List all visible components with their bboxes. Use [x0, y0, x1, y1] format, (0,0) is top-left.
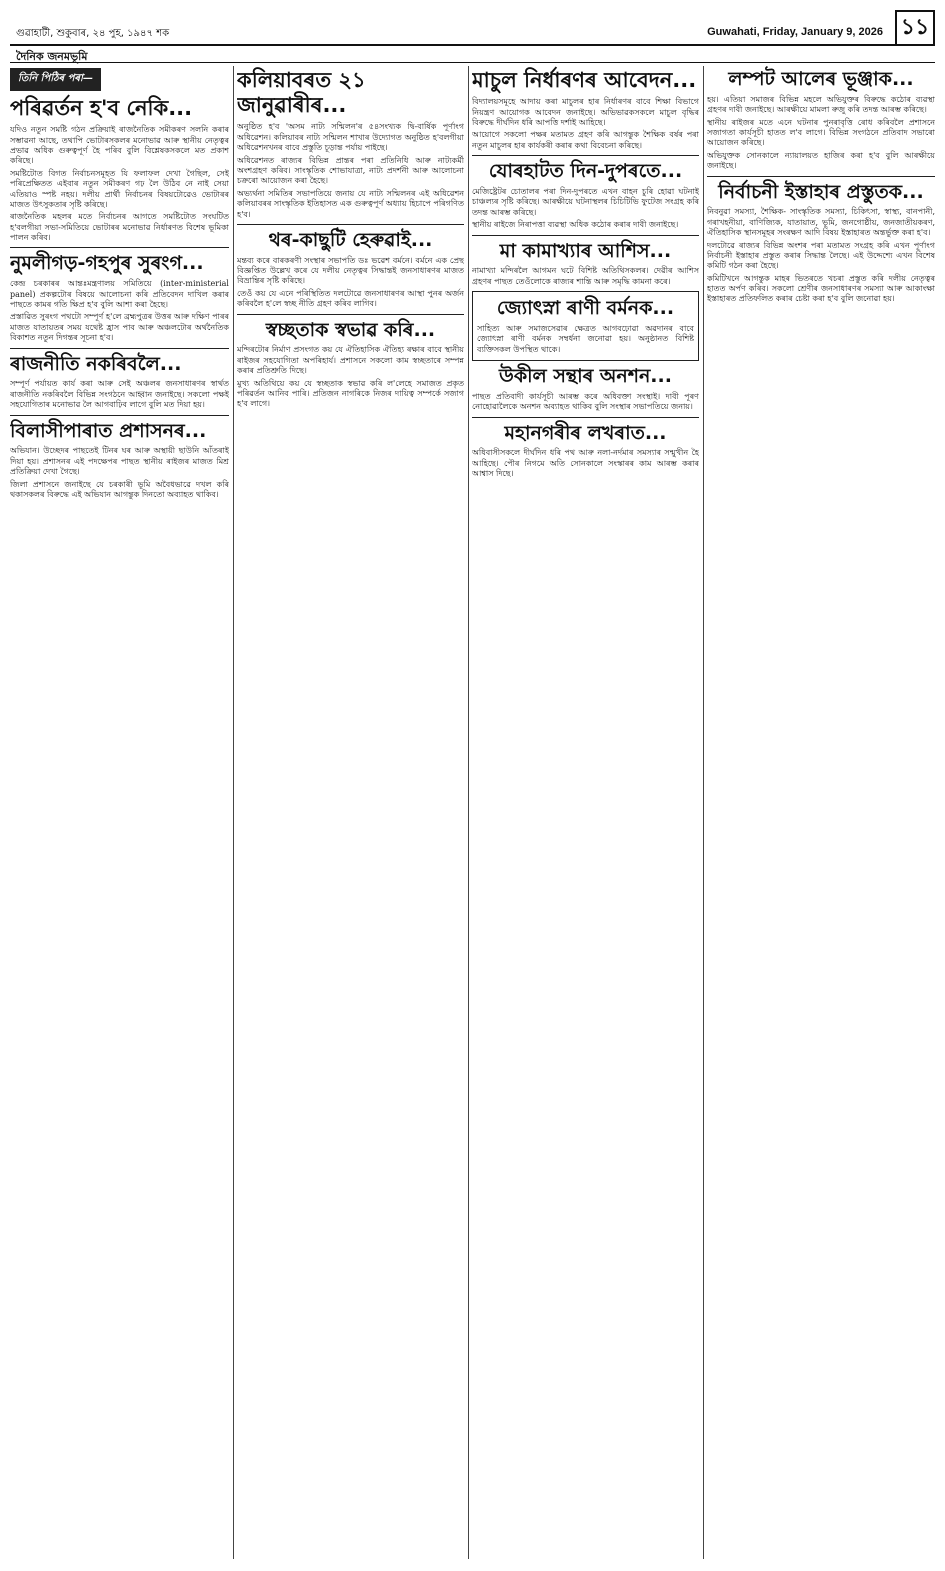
article-body — [477, 324, 694, 355]
article-headline: উকীল সন্থাৰ অনশন... — [499, 365, 672, 388]
article-headline: মহানগৰীৰ লখৰাত... — [504, 421, 667, 444]
article-headline: যোৰহাটত দিন-দুপৰতে... — [488, 160, 683, 183]
article-body — [10, 379, 229, 410]
article-body — [10, 279, 229, 343]
article-paragraph: মন্তব্য কৰে বাৰকৰণী সংস্থাৰ সভাপতি ডঃ ভৱেশ বৰ্মনে। বৰ্মনে এক প্ৰেছ বিজ্ঞপ্তিত উল্লেখ কৰে যে দলীয় নেতৃত্বৰ সিদ্ধান্তই জনসাধাৰণৰ মাজত বিভ্ৰান্তিৰ সৃষ্টি কৰিছে। — [237, 255, 464, 286]
article-headline: থৰ-কাছুটি হেৰুৱাই... — [268, 228, 433, 251]
article-paragraph: হয়। এতিয়া সমাজৰ বিভিন্ন মহলে অভিযুক্তৰ বিৰুদ্ধে কঠোৰ ব্যৱস্থা গ্ৰহণৰ দাবী জনাইছে। আৰক্ষীয়ে মামলা ৰুজু কৰি তদন্ত আৰম্ভ কৰিছে। — [707, 94, 935, 115]
article-body — [707, 207, 935, 305]
article-paragraph: স্থানীয় ৰাইজৰ মতে এনে ঘটনাৰ পুনৰাবৃত্তি ৰোধ কৰিবলৈ প্ৰশাসনে সজাগতা কাৰ্যসূচী হাতত ল'ব লাগে। বিভিন্ন সংগঠনে প্ৰতিবাদ সভাৰো আয়োজন কৰিছে। — [707, 117, 935, 148]
boxed-article — [472, 291, 699, 361]
paper-name: দৈনিক জনমভূমি — [16, 50, 88, 63]
column-1 — [10, 66, 229, 1559]
article-paragraph: অভিযুক্তক সোনকালে ন্যায়ালয়ত হাজিৰ কৰা হ'ব বুলি আৰক্ষীয়ে জনাইছে। — [707, 150, 935, 171]
article-headline: ৰাজনীতি নকৰিবলৈ... — [10, 352, 182, 375]
article-divider — [10, 348, 229, 349]
article-divider — [10, 247, 229, 248]
article-paragraph: বিদ্যালয়সমূহে আদায় কৰা মাচুলৰ হাৰ নিৰ্ধাৰণৰ বাবে শিক্ষা বিভাগে নিয়ন্ত্ৰণ আয়োগক আবেদন জনাইছে। অভিভাৱকসকলে মাচুল বৃদ্ধিৰ বিৰুদ্ধে দীৰ্ঘদিন ধৰি আপত্তি দৰ্শাই আহিছে। — [472, 97, 699, 127]
column-divider — [703, 66, 704, 1559]
article-paragraph: আয়োগে সকলো পক্ষৰ মতামত গ্ৰহণ কৰি আগন্তুক শৈক্ষিক বৰ্ষৰ পৰা নতুন মাচুলৰ হাৰ কাৰ্যকৰী কৰাৰ কথা বিবেচনা কৰিছে। — [472, 130, 699, 150]
article-divider — [237, 224, 464, 225]
dateline-english: Guwahati, Friday, January 9, 2026 — [707, 26, 883, 38]
article-paragraph: জিলা প্ৰশাসনে জনাইছে যে চৰকাৰী ভূমি অবৈধভাৱে দখল কৰি থকাসকলৰ বিৰুদ্ধে এই অভিযান আগন্তুক দিনতো অব্যাহত থাকিব। — [10, 479, 229, 499]
article-paragraph: সম্পূৰ্ণ পৰ্যায়ত কাৰ্য কৰা আৰু সেই অঞ্চলৰ জনসাধাৰণৰ স্বাৰ্থত ৰাজনীতি নকৰিবলৈ বিভিন্ন সংগঠনে আহ্বান জনাইছে। সকলো পক্ষই সহযোগিতাৰ মনোভাৱ লৈ আগবাঢ়িব লাগে বুলি মত দিয়া হয়। — [10, 379, 229, 410]
article-paragraph: অভ্যৰ্থনা সমিতিৰ সভাপতিয়ে জনায় যে নাট্য সন্মিলনৰ এই অধিৱেশন কলিয়াবৰৰ সাংস্কৃতিক ইতিহাসত এক গুৰুত্বপূৰ্ণ অধ্যায় হিচাপে পৰিগণিত হ'ব। — [237, 188, 464, 219]
article-divider — [10, 415, 229, 416]
article-paragraph: প্ৰস্তাৱিত সুৰংগ পথটো সম্পূৰ্ণ হ'লে ব্ৰহ্মপুত্ৰৰ উত্তৰ আৰু দক্ষিণ পাৰৰ মাজত যাতায়তৰ সময় যথেষ্ট হ্ৰাস পাব আৰু অঞ্চলটোৰ অৰ্থনৈতিক বিকাশত নতুন দিগন্তৰ সূচনা হ'ব। — [10, 312, 229, 343]
article-body — [10, 446, 229, 500]
article-divider — [472, 235, 699, 236]
article-paragraph: পাছত প্ৰতিবাদী কাৰ্যসূচী আৰম্ভ কৰে অধিবক্তা সংস্থাই। দাবী পূৰণ নোহোৱালৈকে অনশন অব্যাহত থাকিব বুলি সংস্থাৰ সভাপতিয়ে জনায়। — [472, 391, 699, 412]
article-paragraph: তেওঁ কয় যে এনে পৰিস্থিতিত দলটোৱে জনসাধাৰণৰ আস্থা পুনৰ অৰ্জন কৰিবলৈ হ'লে স্বচ্ছ নীতি গ্ৰহণ কৰিব লাগিব। — [237, 288, 464, 309]
article-body — [472, 448, 699, 479]
article-paragraph: ৰাজনৈতিক মহলৰ মতে নিৰ্বাচনৰ আগতে সমষ্টিটোত সংঘটিত হ'বলগীয়া সভা-সমিতিয়ে ভোটাৰৰ মনোভাৱ নিৰ্ধাৰণত বিশেষ ভূমিকা পালন কৰিব। — [10, 212, 229, 243]
article-body — [472, 392, 699, 413]
article-divider — [707, 176, 935, 177]
article-paragraph: সাহিত্য আৰু সমাজসেৱাৰ ক্ষেত্ৰত আগবঢ়োৱা অৱদানৰ বাবে জ্যোৎস্না ৰাণী বৰ্মনক সম্বৰ্ধনা জনোৱা হয়। অনুষ্ঠানত বিশিষ্ট ব্যক্তিসকল উপস্থিত থাকে। — [477, 323, 694, 354]
article-headline: জ্যোৎস্না ৰাণী বৰ্মনক... — [496, 297, 675, 320]
article-paragraph: অনুষ্ঠিত হ'ব 'অসম নাট্য সন্মিলন'ৰ ৫৪সংখ্যক দ্বি-বাৰ্ষিক পূৰ্ণাংগ অধিৱেশন। কলিয়াবৰ নাট্য সন্মিলন শাখাৰ উদ্যোগত অনুষ্ঠিত হ'বলগীয়া অধিৱেশনখনৰ বাবে প্ৰস্তুতি চূড়ান্ত পৰ্যায় পাইছে। — [237, 122, 464, 153]
article-headline: নুমলীগড়-গহপুৰ সুৰংগ... — [10, 252, 204, 275]
article-divider — [472, 417, 699, 418]
article-headline: লম্পট আলেৰ ভূঞ্জাক... — [728, 68, 914, 90]
article-body — [707, 95, 935, 172]
column-divider — [468, 66, 469, 1559]
article-body — [472, 187, 699, 231]
article-paragraph: স্থানীয় ৰাইজে নিৰাপত্তা ব্যৱস্থা অধিক কঠোৰ কৰাৰ দাবী জনাইছে। — [472, 220, 679, 230]
article-body — [472, 97, 699, 151]
article-body — [237, 345, 464, 409]
page-header — [10, 10, 935, 46]
article-paragraph: দলটোৱে ৰাজ্যৰ বিভিন্ন অংশৰ পৰা মতামত সংগ্ৰহ কৰি এখন পূৰ্ণাংগ নিৰ্বাচনী ইস্তাহাৰ প্ৰস্তুত কৰাৰ সিদ্ধান্ত লৈছে। এই উদ্দেশ্যে এখন বিশেষ কমিটি গঠন কৰা হৈছে। — [707, 240, 935, 271]
continued-from-page-3: তিনি পিঠিৰ পৰা— — [10, 68, 101, 91]
article-divider — [472, 155, 699, 156]
page-number: ১১ — [895, 10, 935, 44]
column-3 — [472, 66, 699, 1559]
article-headline: কলিয়াবৰত ২১ জানুৱাৰীৰ... — [237, 68, 366, 118]
article-body — [10, 125, 229, 243]
article-paragraph: সমষ্টিটোত বিগত নিৰ্বাচনসমূহত যি ফলাফল দেখা গৈছিল, সেই পৰিপ্ৰেক্ষিতত এইবাৰ নতুন সমীকৰণ গঢ় লৈ উঠিব নে নাই সেয়া এতিয়াও স্পষ্ট নহয়। দলীয় প্ৰাৰ্থী নিৰ্বাচনৰ বিষয়টোৱেও ভোটাৰৰ মাজত উৎসুকতাৰ সৃষ্টি কৰিছে। — [10, 168, 229, 209]
article-divider — [237, 314, 464, 315]
article-paragraph: অধিবাসীসকলে দীৰ্ঘদিন ধৰি পথ আৰু নলা-নৰ্দমাৰ সমস্যাৰ সন্মুখীন হৈ আহিছে। পৌৰ নিগমে অতি সোনকালে সংস্কাৰৰ কাম আৰম্ভ কৰাৰ আশ্বাস দিছে। — [472, 448, 699, 479]
article-paragraph: অভিযান। উচ্ছেদৰ পাছতেই টিনৰ ঘৰ আৰু অস্থায়ী ছাউনি আঁতৰাই দিয়া হয়। প্ৰশাসনৰ এই পদক্ষেপৰ পাছত স্থানীয় ৰাইজৰ মাজত মিশ্ৰ প্ৰতিক্ৰিয়া দেখা গৈছে। — [10, 446, 229, 477]
column-divider — [233, 66, 234, 1559]
article-paragraph: মুখ্য অতিথিয়ে কয় যে স্বচ্ছতাক স্বভাৱ কৰি ল'লেহে সমাজত প্ৰকৃত পৰিৱৰ্তন আনিব পাৰি। প্ৰতিজন নাগৰিকে নিজৰ দায়িত্ব সম্পৰ্কে সজাগ হ'ব লাগে। — [237, 378, 464, 409]
article-headline: পৰিৱৰ্তন হ'ব নেকি... — [10, 96, 193, 120]
article-body — [237, 256, 464, 310]
article-paragraph: যদিও নতুন সমষ্টি গঠন প্ৰক্ৰিয়াই ৰাজনৈতিক সমীকৰণ সলনি কৰাৰ সম্ভাৱনা আছে, তথাপি ভোটাৰসকলৰ মনোভাৱ আৰু স্থানীয় নেতৃত্বৰ প্ৰভাৱ অধিক গুৰুত্বপূৰ্ণ হৈ পৰিব বুলি বিশ্লেষকসকলে মত প্ৰকাশ কৰিছে। — [10, 125, 229, 166]
article-headline: নিৰ্বাচনী ইস্তাহাৰ প্ৰস্তুতক... — [718, 180, 924, 203]
article-paragraph: কেন্দ্ৰ চৰকাৰৰ আন্তঃমন্ত্ৰণালয় সমিতিয়ে (inter-ministerial panel) প্ৰকল্পটোৰ বিষয়ে আলোচনা কৰি প্ৰতিবেদন দাখিল কৰাৰ পাছতে কামৰ গতি ক্ষিপ্ৰ হ'ব বুলি আশা কৰা হৈছে। — [10, 279, 229, 310]
article-paragraph: নামাখ্যা মন্দিৰলৈ আগমন ঘটে বিশিষ্ট অতিথিসকলৰ। দেৱীৰ আশিস গ্ৰহণৰ পাছত তেওঁলোকে ৰাজ্যৰ শান্তি আৰু সমৃদ্ধি কামনা কৰে। — [472, 266, 699, 286]
column-4 — [707, 66, 935, 1559]
column-2 — [237, 66, 464, 1559]
article-paragraph: নিবনুৱা সমস্যা, শৈক্ষিক- সাংস্কৃতিক সমস্যা, চিকিৎসা, স্বাস্থ্য, বানপানী, গৰাখহনীয়া, বাণিজ্যিক, যাতায়াত, ভূমি, জনগোষ্ঠীয়, জনজাতীয়কৰণ, ঐতিহাসিক স্থানসমূহৰ সংৰক্ষণ আদি বিষয় ইস্তাহাৰত অন্তৰ্ভুক্ত কৰা হ'ব। — [707, 207, 935, 238]
header-divider — [10, 62, 935, 63]
article-body — [237, 122, 464, 220]
article-body — [472, 266, 699, 287]
article-paragraph: মন্দিৰটোৰ নিৰ্মাণ প্ৰসংগত কয় যে ঐতিহাসিক ঐতিহ্য ৰক্ষাৰ বাবে স্থানীয় ৰাইজৰ সহযোগিতা অপৰিহাৰ্য। প্ৰশাসনে সকলো কাম স্বচ্ছতাৰে সম্পন্ন কৰাৰ প্ৰতিশ্ৰুতি দিছে। — [237, 345, 464, 376]
article-headline: মা কামাখ্যাৰ আশিস... — [499, 239, 672, 262]
article-headline: বিলাসীপাৰাত প্ৰশাসনৰ... — [10, 419, 207, 442]
article-paragraph: অধিৱেশনত ৰাজ্যৰ বিভিন্ন প্ৰান্তৰ পৰা প্ৰতিনিধি আৰু নাট্যকৰ্মী অংশগ্ৰহণ কৰিব। সাংস্কৃতিক শোভাযাত্ৰা, নাট্য প্ৰদৰ্শনী আৰু আলোচনা চক্ৰৰো আয়োজন কৰা হৈছে। — [237, 155, 464, 186]
article-headline: স্বচ্ছতাক স্বভাৱ কৰি... — [265, 318, 436, 341]
article-paragraph: কমিটিখনে আগন্তুক মাহৰ ভিতৰতে খচৰা প্ৰস্তুত কৰি দলীয় নেতৃত্বৰ হাতত অৰ্পণ কৰিব। সকলো শ্ৰেণীৰ জনসাধাৰণৰ সমস্যা আৰু আকাংক্ষা ইস্তাহাৰত প্ৰতিফলিত কৰাৰ চেষ্টা কৰা হ'ব বুলি জনোৱা হয়। — [707, 273, 935, 304]
dateline-assamese: গুৱাহাটী, শুকুবাৰ, ২৪ পুহ, ১৯৪৭ শক — [16, 28, 170, 39]
article-paragraph: মেজিষ্ট্ৰেটৰ চোতালৰ পৰা দিন-দুপৰতে এখন বাহন চুৰি হোৱা ঘটনাই চাঞ্চল্যৰ সৃষ্টি কৰিছে। আৰক্ষীয়ে ঘটনাস্থলৰ চিচিটিভি ফুটেজ সংগ্ৰহ কৰি তদন্ত আৰম্ভ কৰিছে। — [472, 186, 699, 217]
article-headline: মাচুল নিৰ্ধাৰণৰ আবেদন... — [472, 68, 697, 92]
